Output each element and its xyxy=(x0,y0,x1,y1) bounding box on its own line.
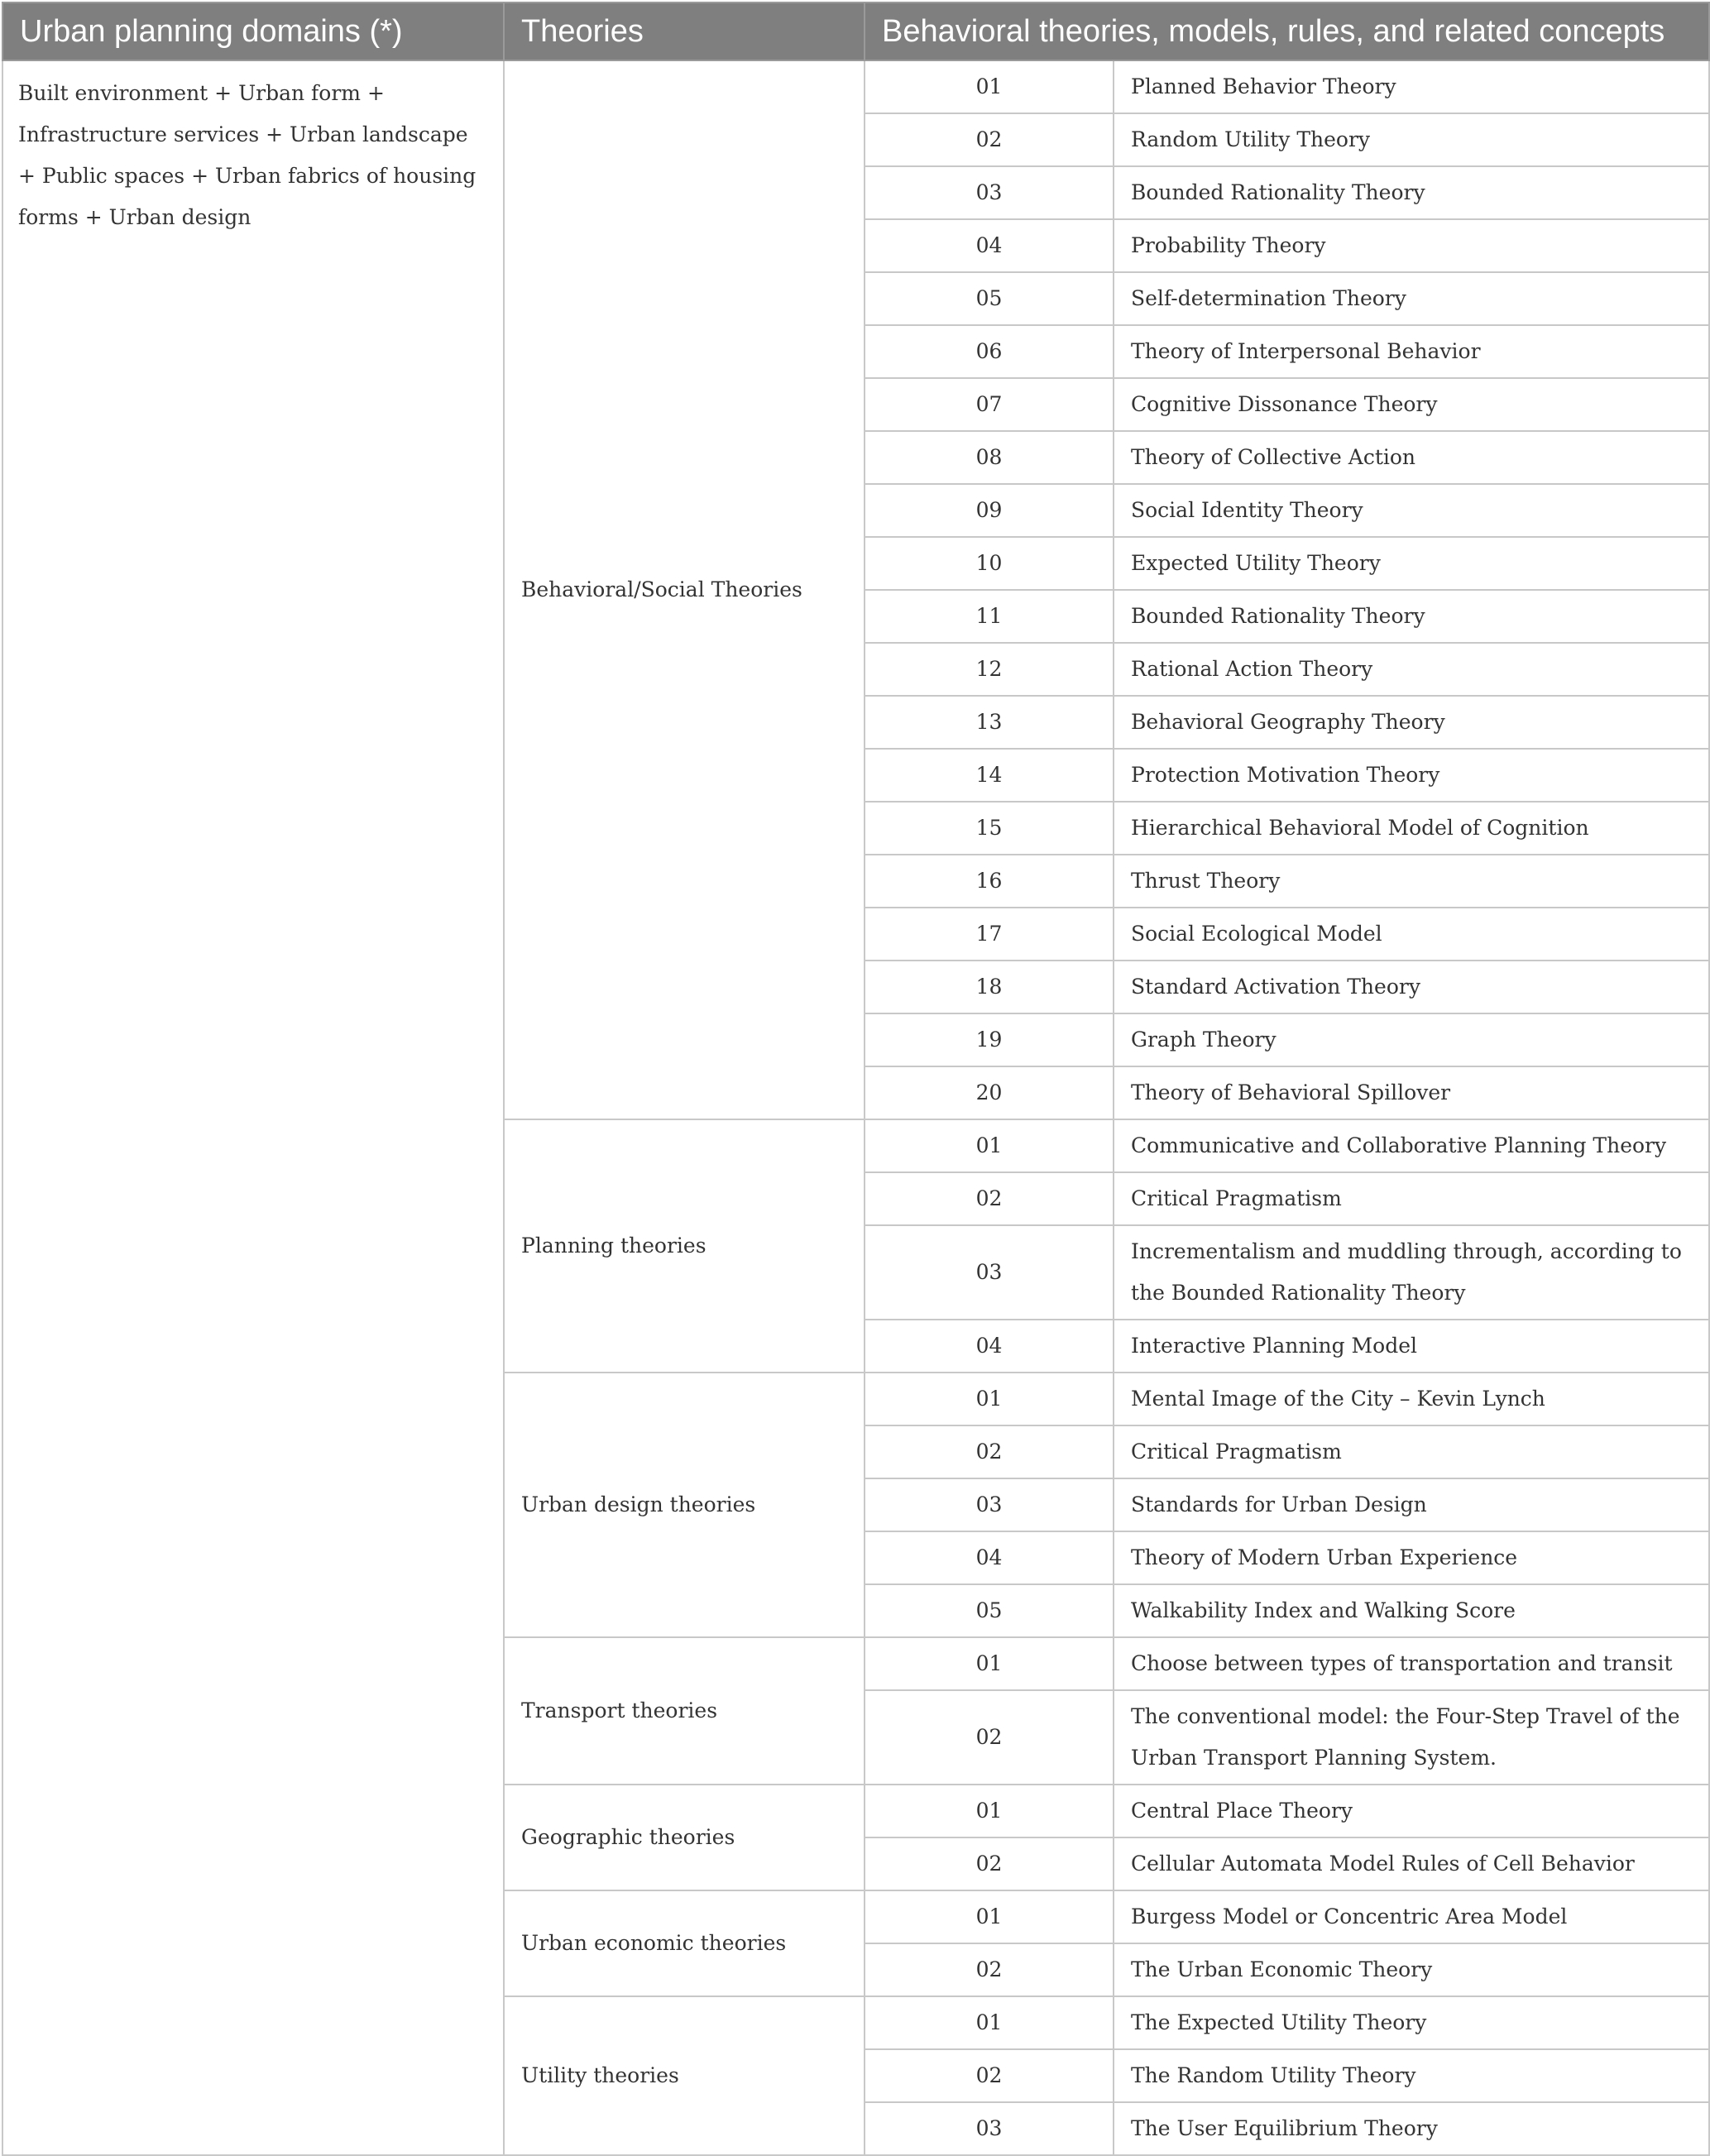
item-number: 04 xyxy=(865,219,1114,272)
theory-group-cell: Utility theories xyxy=(504,1996,865,2155)
concept-cell: The Urban Economic Theory xyxy=(1114,1943,1709,1996)
item-number: 02 xyxy=(865,1172,1114,1225)
item-number: 04 xyxy=(865,1531,1114,1584)
concept-cell: The conventional model: the Four-Step Travel of the Urban Transport Planning System. xyxy=(1114,1690,1709,1785)
concept-cell: Theory of Interpersonal Behavior xyxy=(1114,325,1709,378)
item-number: 12 xyxy=(865,643,1114,696)
item-number: 01 xyxy=(865,60,1114,113)
concept-cell: Incrementalism and muddling through, according to the Bounded Rationality Theory xyxy=(1114,1225,1709,1320)
theory-group-cell: Geographic theories xyxy=(504,1785,865,1890)
item-number: 01 xyxy=(865,1373,1114,1425)
item-number: 01 xyxy=(865,1890,1114,1943)
theory-group-cell: Urban design theories xyxy=(504,1373,865,1637)
concept-cell: Protection Motivation Theory xyxy=(1114,749,1709,802)
theory-group-cell: Urban economic theories xyxy=(504,1890,865,1996)
item-number: 02 xyxy=(865,1425,1114,1478)
concept-cell: Bounded Rationality Theory xyxy=(1114,166,1709,219)
item-number: 10 xyxy=(865,537,1114,590)
concept-cell: Planned Behavior Theory xyxy=(1114,60,1709,113)
item-number: 02 xyxy=(865,1690,1114,1785)
item-number: 02 xyxy=(865,2049,1114,2102)
item-number: 02 xyxy=(865,1943,1114,1996)
concept-cell: Cognitive Dissonance Theory xyxy=(1114,378,1709,431)
concept-cell: Cellular Automata Model Rules of Cell Behavior xyxy=(1114,1837,1709,1890)
concept-cell: The User Equilibrium Theory xyxy=(1114,2102,1709,2155)
item-number: 15 xyxy=(865,802,1114,855)
item-number: 04 xyxy=(865,1320,1114,1373)
concept-cell: Self-determination Theory xyxy=(1114,272,1709,325)
concept-cell: Thrust Theory xyxy=(1114,855,1709,908)
concept-cell: Bounded Rationality Theory xyxy=(1114,590,1709,643)
item-number: 01 xyxy=(865,1637,1114,1690)
item-number: 09 xyxy=(865,484,1114,537)
header-row xyxy=(2,2,1709,60)
theory-group-cell: Transport theories xyxy=(504,1637,865,1785)
header-domain: Urban planning domains (*) xyxy=(2,2,504,60)
item-number: 11 xyxy=(865,590,1114,643)
header-theories: Theories xyxy=(504,2,865,60)
concept-cell: Random Utility Theory xyxy=(1114,113,1709,166)
theories-table xyxy=(2,2,1710,2156)
domain-cell: Built environment + Urban form + Infrastructure services + Urban landscape + Public spaces + Urban fabrics of housing forms + Urban design xyxy=(2,60,504,2155)
theory-group-cell: Behavioral/Social Theories xyxy=(504,60,865,1119)
concept-cell: Theory of Modern Urban Experience xyxy=(1114,1531,1709,1584)
concept-cell: Rational Action Theory xyxy=(1114,643,1709,696)
header-concepts: Behavioral theories, models, rules, and related concepts xyxy=(865,2,1709,60)
item-number: 01 xyxy=(865,1996,1114,2049)
table-body xyxy=(2,60,1709,2155)
concept-cell: Central Place Theory xyxy=(1114,1785,1709,1837)
concept-cell: The Expected Utility Theory xyxy=(1114,1996,1709,2049)
item-number: 16 xyxy=(865,855,1114,908)
item-number: 02 xyxy=(865,113,1114,166)
concept-cell: Walkability Index and Walking Score xyxy=(1114,1584,1709,1637)
item-number: 19 xyxy=(865,1013,1114,1066)
concept-cell: Social Identity Theory xyxy=(1114,484,1709,537)
item-number: 03 xyxy=(865,1478,1114,1531)
item-number: 13 xyxy=(865,696,1114,749)
item-number: 03 xyxy=(865,166,1114,219)
item-number: 01 xyxy=(865,1785,1114,1837)
concept-cell: Burgess Model or Concentric Area Model xyxy=(1114,1890,1709,1943)
item-number: 17 xyxy=(865,908,1114,961)
item-number: 20 xyxy=(865,1066,1114,1119)
concept-cell: Hierarchical Behavioral Model of Cognition xyxy=(1114,802,1709,855)
concept-cell: Mental Image of the City – Kevin Lynch xyxy=(1114,1373,1709,1425)
concept-cell: Social Ecological Model xyxy=(1114,908,1709,961)
concept-cell: Probability Theory xyxy=(1114,219,1709,272)
item-number: 03 xyxy=(865,1225,1114,1320)
item-number: 07 xyxy=(865,378,1114,431)
concept-cell: Standards for Urban Design xyxy=(1114,1478,1709,1531)
table-row xyxy=(2,60,1709,113)
concept-cell: Theory of Collective Action xyxy=(1114,431,1709,484)
item-number: 01 xyxy=(865,1119,1114,1172)
item-number: 05 xyxy=(865,1584,1114,1637)
concept-cell: Choose between types of transportation and transit xyxy=(1114,1637,1709,1690)
item-number: 06 xyxy=(865,325,1114,378)
concept-cell: Graph Theory xyxy=(1114,1013,1709,1066)
item-number: 08 xyxy=(865,431,1114,484)
item-number: 05 xyxy=(865,272,1114,325)
concept-cell: Communicative and Collaborative Planning Theory xyxy=(1114,1119,1709,1172)
concept-cell: Critical Pragmatism xyxy=(1114,1172,1709,1225)
concept-cell: Critical Pragmatism xyxy=(1114,1425,1709,1478)
concept-cell: Interactive Planning Model xyxy=(1114,1320,1709,1373)
item-number: 03 xyxy=(865,2102,1114,2155)
theory-group-cell: Planning theories xyxy=(504,1119,865,1373)
concept-cell: Standard Activation Theory xyxy=(1114,961,1709,1013)
item-number: 14 xyxy=(865,749,1114,802)
concept-cell: Theory of Behavioral Spillover xyxy=(1114,1066,1709,1119)
concept-cell: The Random Utility Theory xyxy=(1114,2049,1709,2102)
item-number: 18 xyxy=(865,961,1114,1013)
concept-cell: Behavioral Geography Theory xyxy=(1114,696,1709,749)
item-number: 02 xyxy=(865,1837,1114,1890)
concept-cell: Expected Utility Theory xyxy=(1114,537,1709,590)
